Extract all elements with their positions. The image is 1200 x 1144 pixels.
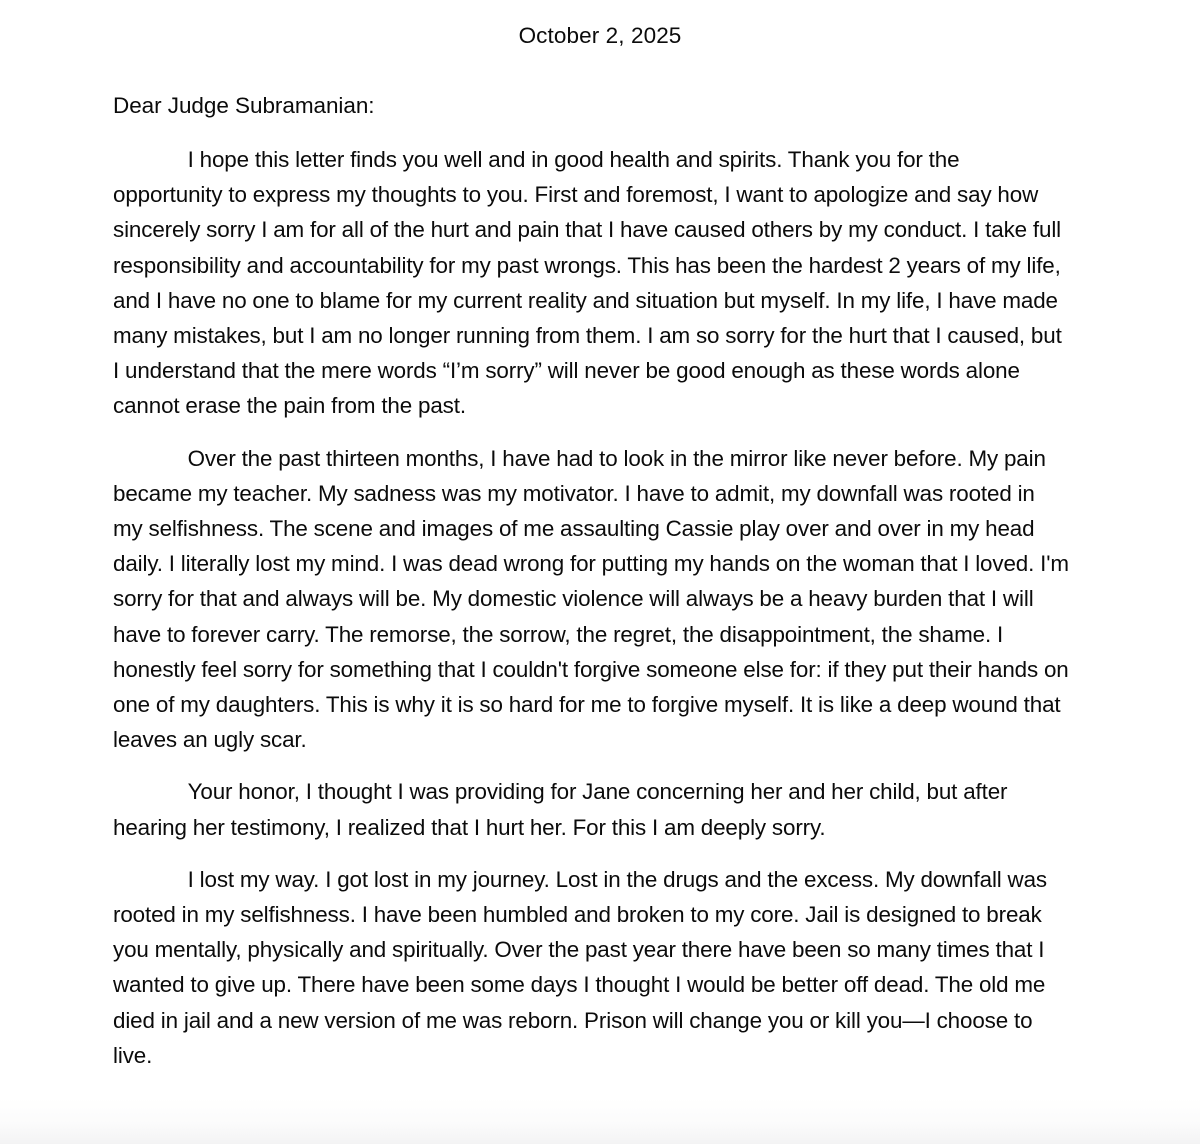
page-bottom-edge-fade — [0, 1098, 1200, 1144]
letter-body — [113, 88, 1075, 1073]
letter-paragraph-4: I lost my way. I got lost in my journey. Lost in the drugs and the excess. My downfall was rooted in my selfishness. I have been humbled and broken to my core. Jail is designed to break you mentally, physically and spiritually. Over the past year there have been so many times that I wanted to give up. There have been some days I thought I would be better off dead. The old me died in jail and a new version of me was reborn. Prison will change you or kill you—I choose to live. — [113, 866, 1048, 1068]
letter-date: October 2, 2025 — [518, 23, 682, 48]
letter-paragraph-3: Your honor, I thought I was providing for Jane concerning her and her child, but after hearing her testimony, I realized that I hurt her. For this I am deeply sorry. — [113, 779, 1008, 840]
letter-salutation: Dear Judge Subramanian: — [113, 93, 375, 118]
letter-paragraph-2: Over the past thirteen months, I have had to look in the mirror like never before. My pain became my teacher. My sadness was my motivator. I have to admit, my downfall was rooted in my selfishness. The scene and images of me assaulting Cassie play over and over in my head daily. I literally lost my mind. I was dead wrong for putting my hands on the woman that I loved. I'm sorry for that and always will be. My domestic violence will always be a heavy burden that I will have to forever carry. The remorse, the sorrow, the regret, the disappointment, the shame. I honestly feel sorry for something that I couldn't forgive someone else for: if they put their hands on one of my daughters. This is why it is so hard for me to forgive myself. It is like a deep wound that leaves an ugly scar. — [113, 445, 1069, 753]
letter-paragraph-1: I hope this letter finds you well and in good health and spirits. Thank you for the opportunity to express my thoughts to you. First and foremost, I want to apologize and say how sincerely sorry I am for all of the hurt and pain that I have caused others by my conduct. I take full responsibility and accountability for my past wrongs. This has been the hardest 2 years of my life, and I have no one to blame for my current reality and situation but myself. In my life, I have made many mistakes, but I am no longer running from them. I am so sorry for the hurt that I caused, but I understand that the mere words “I’m sorry” will never be good enough as these words alone cannot erase the pain from the past. — [113, 147, 1062, 419]
